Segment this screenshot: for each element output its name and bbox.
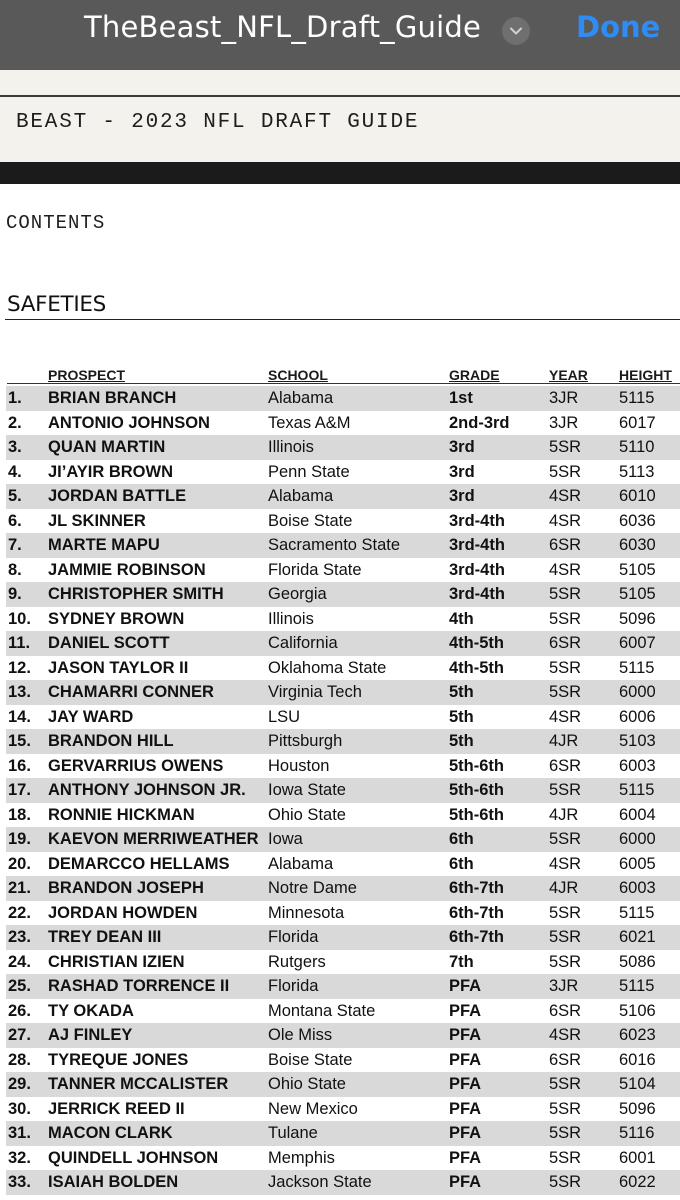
school-name: Tulane — [268, 1124, 318, 1142]
year-value: 6SR — [549, 634, 582, 652]
year-value: 3JR — [549, 389, 579, 407]
height-value: 5113 — [619, 462, 655, 481]
year-value: 6SR — [549, 756, 582, 775]
grade-value: 5th-6th — [449, 805, 504, 824]
school-name: Florida State — [268, 560, 362, 579]
table-row — [6, 754, 680, 779]
prospect-name: BRANDON HILL — [48, 732, 174, 750]
prospect-name: MACON CLARK — [48, 1124, 173, 1142]
grade-value: 5th-6th — [449, 781, 504, 799]
height-value: 6005 — [619, 854, 656, 873]
table-row — [6, 1072, 680, 1097]
prospect-name: ANTONIO JOHNSON — [48, 413, 210, 432]
year-value: 4JR — [549, 732, 579, 750]
grade-value: 3rd-4th — [449, 511, 505, 530]
height-value: 5105 — [619, 560, 656, 579]
year-value: 6SR — [549, 536, 582, 554]
grade-value: 4th-5th — [449, 658, 504, 677]
prospect-name: QUINDELL JOHNSON — [48, 1148, 219, 1167]
prospect-name: JORDAN HOWDEN — [48, 903, 198, 922]
school-name: Jackson State — [268, 1173, 372, 1191]
row-number: 32. — [8, 1148, 31, 1167]
height-value: 5115 — [619, 781, 655, 799]
year-value: 6SR — [549, 1050, 582, 1069]
guide-title: BEAST - 2023 NFL DRAFT GUIDE — [16, 111, 420, 134]
table-row — [6, 901, 680, 926]
grade-value: PFA — [449, 1173, 482, 1191]
row-number: 10. — [8, 609, 31, 628]
school-name: California — [268, 634, 338, 652]
prospect-name: JAY WARD — [48, 707, 134, 726]
row-number: 14. — [8, 707, 31, 726]
grade-value: 4th — [449, 609, 474, 628]
row-number: 13. — [8, 683, 31, 701]
table-row — [6, 1023, 680, 1048]
height-value: 6003 — [619, 879, 656, 897]
row-number: 12. — [8, 658, 31, 677]
year-value: 5SR — [549, 585, 582, 603]
grade-value: 6th — [449, 854, 474, 873]
year-value: 4SR — [549, 707, 582, 726]
height-value: 5115 — [619, 389, 655, 407]
table-row — [6, 386, 680, 411]
height-value: 6007 — [619, 634, 656, 652]
table-row — [6, 533, 680, 558]
table-row — [6, 778, 680, 803]
header-divider — [0, 95, 680, 97]
grade-value: 3rd — [449, 462, 475, 481]
prospect-name: QUAN MARTIN — [48, 438, 166, 456]
school-name: Florida — [268, 928, 319, 946]
school-name: Alabama — [268, 854, 334, 873]
prospect-name: JI’AYIR BROWN — [48, 462, 173, 481]
height-value: 6003 — [619, 756, 656, 775]
grade-value: 3rd — [449, 438, 475, 456]
school-name: Montana State — [268, 1001, 376, 1020]
prospect-name: TY OKADA — [48, 1001, 134, 1020]
year-value: 5SR — [549, 928, 582, 946]
grade-value: 6th-7th — [449, 928, 504, 946]
header-prospect: PROSPECT — [48, 367, 126, 383]
year-value: 5SR — [549, 952, 582, 971]
row-number: 1. — [8, 389, 22, 407]
row-number: 3. — [8, 438, 22, 456]
table-header — [0, 367, 680, 384]
prospect-name: JERRICK REED II — [48, 1099, 185, 1118]
grade-value: PFA — [449, 977, 482, 995]
row-number: 5. — [8, 487, 22, 505]
year-value: 5SR — [549, 1148, 582, 1167]
height-value: 5110 — [619, 438, 655, 456]
grade-value: PFA — [449, 1001, 482, 1020]
school-name: Boise State — [268, 511, 353, 530]
row-number: 31. — [8, 1124, 31, 1142]
school-name: LSU — [268, 707, 301, 726]
school-name: Pittsburgh — [268, 732, 343, 750]
prospect-name: ISAIAH BOLDEN — [48, 1173, 179, 1191]
document-title[interactable]: TheBeast_NFL_Draft_Guide — [84, 10, 482, 44]
year-value: 5SR — [549, 438, 582, 456]
row-number: 9. — [8, 585, 22, 603]
school-name: Georgia — [268, 585, 327, 603]
row-number: 6. — [8, 511, 22, 530]
grade-value: PFA — [449, 1099, 482, 1118]
height-value: 6016 — [619, 1050, 656, 1069]
year-value: 5SR — [549, 683, 582, 701]
table-row — [6, 435, 680, 460]
year-value: 5SR — [549, 462, 582, 481]
table-row — [6, 411, 680, 436]
header-grade: GRADE — [449, 367, 500, 383]
row-number: 20. — [8, 854, 31, 873]
table-row — [6, 1121, 680, 1146]
grade-value: PFA — [449, 1124, 482, 1142]
row-number: 24. — [8, 952, 31, 971]
height-value: 5116 — [619, 1124, 655, 1142]
table-row — [6, 484, 680, 509]
table-row — [6, 1048, 680, 1073]
table-row — [6, 827, 680, 852]
height-value: 5096 — [619, 1099, 656, 1118]
header-school: SCHOOL — [268, 367, 328, 383]
header-height: HEIGHT — [619, 367, 672, 383]
school-name: Texas A&M — [268, 413, 351, 432]
row-number: 21. — [8, 879, 31, 897]
grade-value: PFA — [449, 1148, 482, 1167]
school-name: Ohio State — [268, 1075, 346, 1093]
header-year: YEAR — [549, 367, 588, 383]
prospect-name: TANNER MCCALISTER — [48, 1075, 229, 1093]
year-value: 5SR — [549, 1099, 582, 1118]
prospect-name: BRIAN BRANCH — [48, 389, 177, 407]
height-value: 5105 — [619, 585, 656, 603]
year-value: 5SR — [549, 1124, 582, 1142]
school-name: Alabama — [268, 389, 334, 407]
height-value: 6022 — [619, 1173, 656, 1191]
row-number: 28. — [8, 1050, 31, 1069]
table-row — [6, 582, 680, 607]
chevron-down-icon[interactable] — [502, 17, 530, 45]
row-number: 22. — [8, 903, 31, 922]
grade-value: 3rd-4th — [449, 536, 505, 554]
grade-value: 5th — [449, 732, 474, 750]
year-value: 4SR — [549, 487, 582, 505]
height-value: 5104 — [619, 1075, 656, 1093]
table-row — [6, 607, 680, 632]
school-name: Ole Miss — [268, 1026, 333, 1044]
row-number: 19. — [8, 830, 31, 848]
section-title: SAFETIES — [7, 292, 107, 317]
table-row — [6, 460, 680, 485]
height-value: 6036 — [619, 511, 656, 530]
grade-value: 7th — [449, 952, 474, 971]
row-number: 17. — [8, 781, 31, 799]
prospect-name: BRANDON JOSEPH — [48, 879, 204, 897]
height-value: 5115 — [619, 903, 655, 922]
grade-value: PFA — [449, 1026, 482, 1044]
table-row — [6, 999, 680, 1024]
prospect-name: RASHAD TORRENCE II — [48, 977, 230, 995]
prospect-name: GERVARRIUS OWENS — [48, 756, 224, 775]
row-number: 4. — [8, 462, 22, 481]
grade-value: 6th — [449, 830, 474, 848]
height-value: 5115 — [619, 658, 655, 677]
section-divider — [5, 319, 680, 320]
year-value: 5SR — [549, 658, 582, 677]
table-row — [6, 1170, 680, 1195]
school-name: Sacramento State — [268, 536, 401, 554]
grade-value: 4th-5th — [449, 634, 504, 652]
table-row — [6, 656, 680, 681]
table-row — [6, 680, 680, 705]
row-number: 11. — [8, 634, 31, 652]
row-number: 23. — [8, 928, 31, 946]
row-number: 8. — [8, 560, 22, 579]
viewer-toolbar — [0, 0, 680, 70]
table-row — [6, 1097, 680, 1122]
school-name: Houston — [268, 756, 330, 775]
table-row — [6, 852, 680, 877]
school-name: Penn State — [268, 462, 350, 481]
height-value: 6000 — [619, 830, 656, 848]
prospect-name: JORDAN BATTLE — [48, 487, 187, 505]
height-value: 6017 — [619, 413, 656, 432]
year-value: 4SR — [549, 1026, 582, 1044]
done-button[interactable]: Done — [576, 10, 661, 44]
height-value: 6021 — [619, 928, 656, 946]
year-value: 4JR — [549, 879, 579, 897]
prospect-name: JAMMIE ROBINSON — [48, 560, 206, 579]
table-row — [6, 950, 680, 975]
prospect-name: RONNIE HICKMAN — [48, 805, 195, 824]
school-name: Iowa — [268, 830, 303, 848]
prospect-name: TREY DEAN III — [48, 928, 162, 946]
grade-value: 1st — [449, 389, 473, 407]
table-row — [6, 925, 680, 950]
year-value: 5SR — [549, 609, 582, 628]
school-name: Florida — [268, 977, 319, 995]
row-number: 16. — [8, 756, 31, 775]
year-value: 3JR — [549, 413, 579, 432]
row-number: 15. — [8, 732, 31, 750]
school-name: Alabama — [268, 487, 334, 505]
grade-value: 6th-7th — [449, 903, 504, 922]
year-value: 4JR — [549, 805, 579, 824]
height-value: 5086 — [619, 952, 656, 971]
grade-value: 5th — [449, 707, 474, 726]
grade-value: 3rd-4th — [449, 585, 505, 603]
year-value: 5SR — [549, 1075, 582, 1093]
year-value: 5SR — [549, 903, 582, 922]
school-name: Boise State — [268, 1050, 353, 1069]
school-name: Iowa State — [268, 781, 346, 799]
prospect-name: DANIEL SCOTT — [48, 634, 170, 652]
school-name: Virginia Tech — [268, 683, 362, 701]
school-name: Illinois — [268, 609, 314, 628]
height-value: 6001 — [619, 1148, 656, 1167]
year-value: 4SR — [549, 854, 582, 873]
row-number: 18. — [8, 805, 31, 824]
row-number: 30. — [8, 1099, 31, 1118]
row-number: 29. — [8, 1075, 31, 1093]
table-header-divider — [7, 383, 680, 384]
school-name: New Mexico — [268, 1099, 358, 1118]
height-value: 6006 — [619, 707, 656, 726]
year-value: 5SR — [549, 781, 582, 799]
grade-value: 5th — [449, 683, 474, 701]
school-name: Oklahoma State — [268, 658, 387, 677]
height-value: 5106 — [619, 1001, 656, 1020]
contents-link[interactable]: CONTENTS — [6, 212, 106, 234]
height-value: 5096 — [619, 609, 656, 628]
year-value: 6SR — [549, 1001, 582, 1020]
year-value: 3JR — [549, 977, 579, 995]
height-value: 5103 — [619, 732, 656, 750]
year-value: 5SR — [549, 830, 582, 848]
grade-value: 3rd — [449, 487, 475, 505]
row-number: 27. — [8, 1026, 31, 1044]
school-name: Illinois — [268, 438, 314, 456]
table-row — [6, 803, 680, 828]
grade-value: 3rd-4th — [449, 560, 505, 579]
row-number: 33. — [8, 1173, 31, 1191]
table-row — [6, 509, 680, 534]
table-row — [6, 974, 680, 999]
table-row — [6, 705, 680, 730]
height-value: 6023 — [619, 1026, 656, 1044]
height-value: 5115 — [619, 977, 655, 995]
page-separator — [0, 162, 680, 184]
row-number: 2. — [8, 413, 22, 432]
school-name: Memphis — [268, 1148, 335, 1167]
prospect-name: DEMARCCO HELLAMS — [48, 854, 230, 873]
table-row — [6, 729, 680, 754]
height-value: 6004 — [619, 805, 656, 824]
height-value: 6030 — [619, 536, 656, 554]
prospect-name: ANTHONY JOHNSON JR. — [48, 781, 246, 799]
prospect-name: JL SKINNER — [48, 511, 146, 530]
school-name: Rutgers — [268, 952, 326, 971]
row-number: 7. — [8, 536, 22, 554]
prospect-name: SYDNEY BROWN — [48, 609, 185, 628]
table-row — [6, 876, 680, 901]
prospect-name: KAEVON MERRIWEATHER — [48, 830, 259, 848]
height-value: 6000 — [619, 683, 656, 701]
school-name: Ohio State — [268, 805, 346, 824]
prospect-name: CHRISTIAN IZIEN — [48, 952, 185, 971]
prospect-name: CHRISTOPHER SMITH — [48, 585, 224, 603]
table-row — [6, 631, 680, 656]
table-row — [6, 1146, 680, 1171]
height-value: 6010 — [619, 487, 656, 505]
prospect-name: MARTE MAPU — [48, 536, 160, 554]
row-number: 26. — [8, 1001, 31, 1020]
grade-value: 2nd-3rd — [449, 413, 510, 432]
grade-value: PFA — [449, 1050, 482, 1069]
table-row — [6, 558, 680, 583]
school-name: Notre Dame — [268, 879, 357, 897]
prospect-name: JASON TAYLOR II — [48, 658, 189, 677]
year-value: 4SR — [549, 511, 582, 530]
grade-value: 6th-7th — [449, 879, 504, 897]
grade-value: 5th-6th — [449, 756, 504, 775]
year-value: 4SR — [549, 560, 582, 579]
grade-value: PFA — [449, 1075, 482, 1093]
school-name: Minnesota — [268, 903, 345, 922]
prospect-name: TYREQUE JONES — [48, 1050, 189, 1069]
year-value: 5SR — [549, 1173, 582, 1191]
row-number: 25. — [8, 977, 31, 995]
prospect-name: AJ FINLEY — [48, 1026, 133, 1044]
prospect-name: CHAMARRI CONNER — [48, 683, 214, 701]
